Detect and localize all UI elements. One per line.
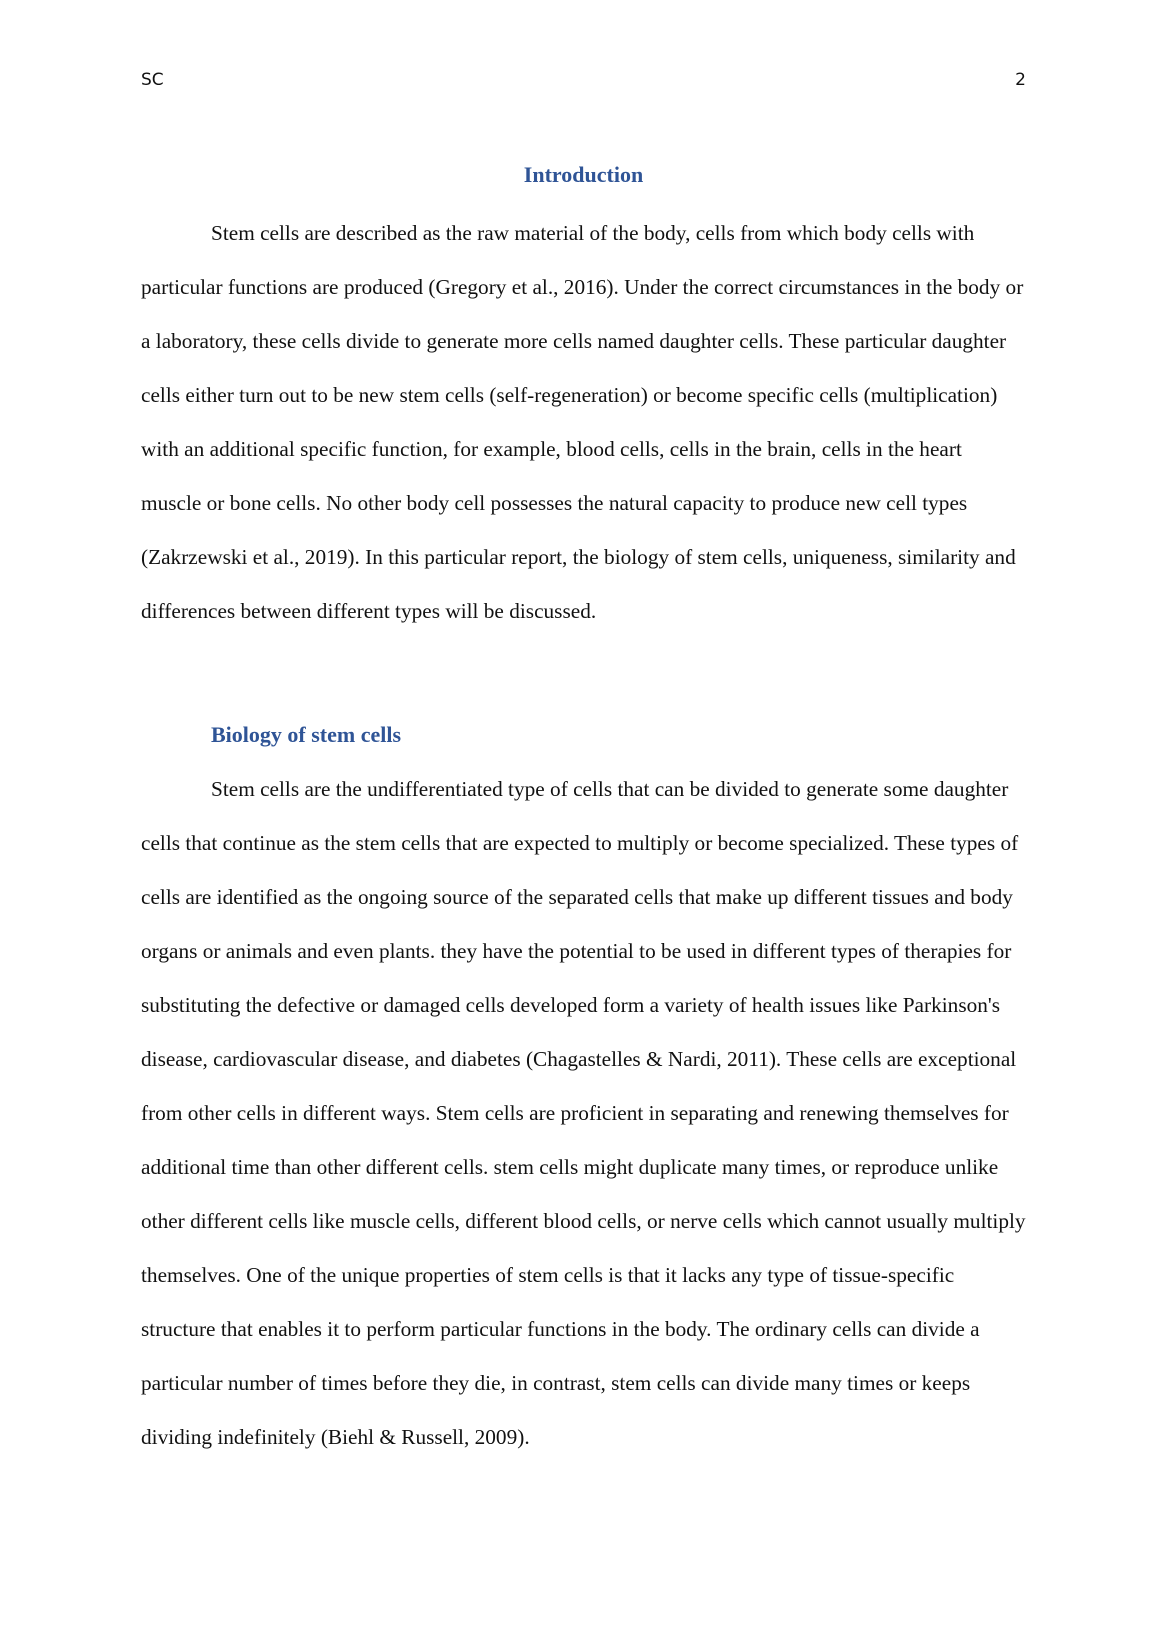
introduction-paragraph: Stem cells are described as the raw material of the body, cells from which body cells with particular functions are produced (Gregory et al., 2016). Under the correct circumstances in the body or a laboratory, these cells divide to generate more cells named daughter cells. These particular daughter cells either turn out to be new stem cells (self-regeneration) or become specific cells (multiplication) with an additional specific function, for example, blood cells, cells in the brain, cells in the heart muscle or bone cells. No other body cell possesses the natural capacity to produce new cell types (Zakrzewski et al., 2019). In this particular report, the biology of stem cells, uniqueness, similarity and differences between different types will be discussed. bbox=[141, 221, 1024, 623]
introduction-heading: Introduction bbox=[523, 162, 644, 187]
running-head: SC bbox=[141, 70, 164, 90]
biology-heading: Biology of stem cells bbox=[211, 722, 402, 747]
biology-paragraph: Stem cells are the undifferentiated type of cells that can be divided to generate some daughter cells that continue as the stem cells that are expected to multiply or become specialized. These types of cells are identified as the ongoing source of the separated cells that make up different tissues and body organs or animals and even plants. they have the potential to be used in different types of therapies for substituting the defective or damaged cells developed form a variety of health issues like Parkinson's disease, cardiovascular disease, and diabetes (Chagastelles & Nardi, 2011). These cells are exceptional from other cells in different ways. Stem cells are proficient in separating and renewing themselves for additional time than other different cells. stem cells might duplicate many times, or reproduce unlike other different cells like muscle cells, different blood cells, or nerve cells which cannot usually multiply themselves. One of the unique properties of stem cells is that it lacks any type of tissue-specific structure that enables it to perform particular functions in the body. The ordinary cells can divide a particular number of times before they die, in contrast, stem cells can divide many times or keeps dividing indefinitely (Biehl & Russell, 2009). bbox=[141, 777, 1026, 1449]
page-number: 2 bbox=[1015, 70, 1026, 90]
